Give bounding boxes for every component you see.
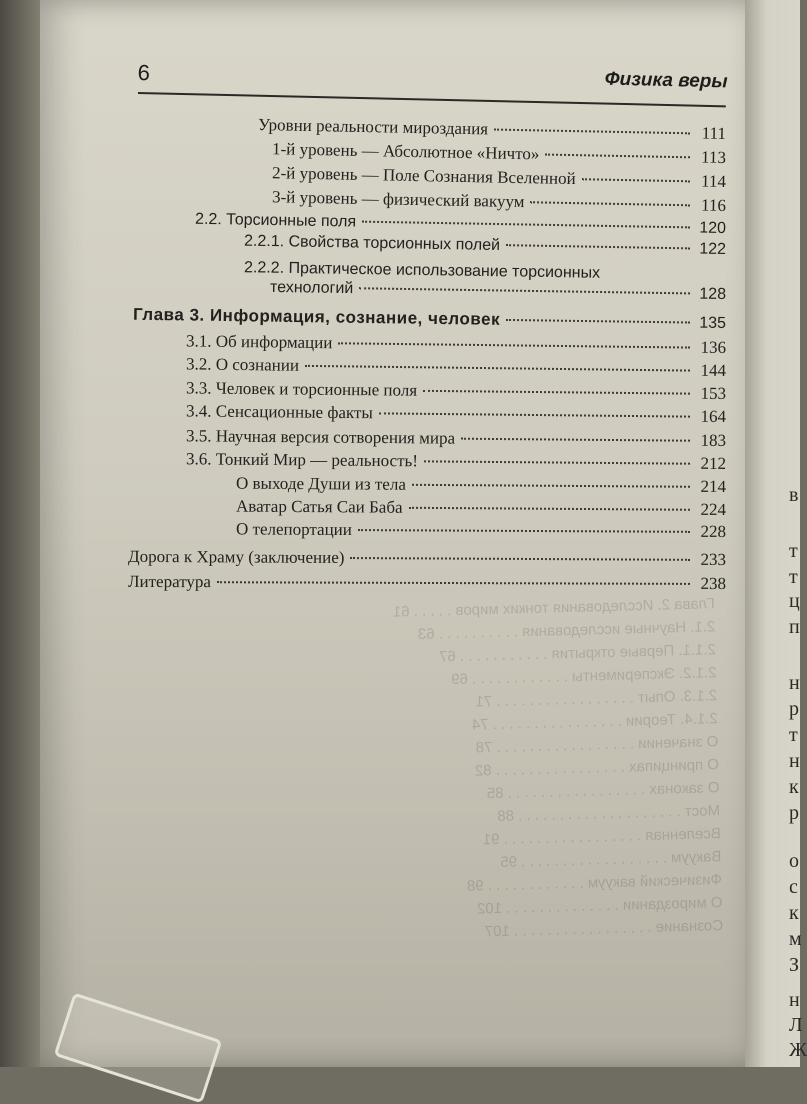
next-page-char: З bbox=[789, 954, 800, 976]
toc-entry-title: 3.5. Научная версия сотворения мира bbox=[185, 426, 456, 448]
toc-entry-title: Дорога к Храму (заключение) bbox=[127, 546, 345, 568]
toc-entry-page: 113 bbox=[700, 147, 727, 167]
toc-entry-page: 136 bbox=[700, 337, 727, 357]
toc-entry-title: Уровни реальности мироздания bbox=[257, 115, 489, 139]
toc-leader-dots bbox=[412, 484, 690, 488]
next-page-char: Л bbox=[789, 1014, 803, 1036]
toc-entry-title: 3.2. О сознании bbox=[185, 354, 300, 375]
toc-chapter-entry bbox=[133, 305, 726, 335]
toc-entry-title: 2.2. Торсионные поля bbox=[194, 210, 357, 231]
toc-entry-page: 111 bbox=[701, 123, 727, 143]
page-number: 6 bbox=[137, 59, 151, 86]
toc-entry-page: 214 bbox=[700, 476, 727, 496]
toc-entry-page: 135 bbox=[699, 314, 727, 332]
toc-entry-title: 3-й уровень — физический вакуум bbox=[271, 187, 525, 212]
toc-entry-title: 3.1. Об информации bbox=[185, 331, 333, 353]
toc-leader-dots bbox=[379, 412, 690, 417]
next-page-char: т bbox=[789, 566, 798, 588]
toc-entry-title: 2-й уровень — Поле Сознания Вселенной bbox=[271, 163, 576, 189]
next-page-char: н bbox=[789, 672, 800, 694]
next-page-char: к bbox=[789, 776, 799, 798]
toc-chapter-title: Глава 3. Информация, сознание, человек bbox=[132, 304, 501, 329]
toc-entry-page: 238 bbox=[700, 573, 727, 593]
next-page-char: н bbox=[789, 750, 800, 772]
next-page-char: о bbox=[789, 850, 799, 872]
next-page-char: м bbox=[789, 928, 802, 950]
next-page-char: н bbox=[789, 989, 800, 1011]
toc-leader-dots bbox=[359, 287, 690, 294]
toc-entry-page: 153 bbox=[700, 383, 727, 403]
toc-entry-title: 2.2.2. Практическое использование торсионных bbox=[243, 259, 601, 282]
toc-leader-dots bbox=[305, 365, 690, 372]
toc-entry-title: О телепортации bbox=[235, 519, 352, 540]
toc-entry-page: 224 bbox=[700, 499, 727, 519]
toc-entry-page: 183 bbox=[700, 430, 727, 450]
toc-leader-dots bbox=[362, 221, 690, 229]
toc-leader-dots bbox=[506, 319, 690, 324]
next-page-char: п bbox=[789, 616, 800, 638]
toc-entry-page: 114 bbox=[700, 171, 727, 191]
toc-entry-page: 144 bbox=[700, 360, 727, 380]
toc-leader-dots bbox=[338, 342, 690, 348]
toc-entry-page: 128 bbox=[699, 285, 727, 303]
toc-leader-dots bbox=[506, 244, 690, 249]
toc-entry-title: О выходе Души из тела bbox=[235, 473, 406, 494]
toc-entry bbox=[128, 572, 726, 596]
toc-entry bbox=[128, 547, 726, 572]
toc-entry-page: 120 bbox=[699, 219, 727, 237]
toc-leader-dots bbox=[409, 507, 690, 511]
next-page-char: Ж bbox=[789, 1039, 807, 1061]
toc-entry bbox=[270, 279, 726, 308]
toc-entry bbox=[186, 426, 726, 453]
toc-entry-page: 233 bbox=[700, 549, 727, 569]
toc-leader-dots bbox=[582, 178, 690, 182]
toc-leader-dots bbox=[350, 557, 690, 561]
toc-entry bbox=[186, 449, 726, 476]
next-page-char: ц bbox=[789, 590, 800, 612]
next-page-char: р bbox=[789, 698, 799, 720]
toc-entry bbox=[236, 497, 726, 522]
toc-leader-dots bbox=[423, 390, 690, 395]
next-page-char: т bbox=[789, 724, 798, 746]
toc-leader-dots bbox=[358, 529, 690, 533]
toc-entry-page: 116 bbox=[700, 195, 727, 215]
next-page-char: в bbox=[789, 484, 799, 506]
toc-entry bbox=[236, 474, 726, 499]
toc-leader-dots bbox=[217, 581, 690, 585]
toc-entry bbox=[236, 519, 726, 544]
toc-leader-dots bbox=[530, 201, 690, 206]
toc-leader-dots bbox=[545, 154, 690, 159]
next-page-char: т bbox=[789, 540, 798, 562]
running-title: Физика веры bbox=[604, 68, 728, 93]
toc-entry-page: 122 bbox=[699, 240, 727, 258]
toc-entry-title: 3.6. Тонкий Мир — реальность! bbox=[185, 449, 419, 471]
toc-entry-page: 164 bbox=[700, 406, 727, 426]
toc-entry-page: 212 bbox=[700, 453, 727, 473]
toc-entry-page: 228 bbox=[700, 521, 727, 541]
toc-entry-continuation: технологий bbox=[269, 278, 354, 298]
toc-entry bbox=[186, 401, 726, 429]
toc-leader-dots bbox=[424, 460, 690, 464]
next-page-char: к bbox=[789, 902, 799, 924]
toc-entry-title: Аватар Сатья Саи Баба bbox=[235, 496, 403, 517]
toc-leader-dots bbox=[461, 438, 690, 442]
toc-leader-dots bbox=[494, 129, 690, 135]
next-page-char: р bbox=[789, 802, 799, 824]
toc-entry-title: 1-й уровень — Абсолютное «Ничто» bbox=[271, 139, 540, 164]
toc-entry-title: Литература bbox=[127, 571, 212, 592]
toc-entry-title: 2.2.1. Свойства торсионных полей bbox=[243, 232, 501, 255]
toc-entry-title: 3.3. Человек и торсионные поля bbox=[185, 378, 418, 400]
next-page-char: с bbox=[789, 876, 798, 898]
toc-entry-title: 3.4. Сенсационные факты bbox=[185, 401, 373, 423]
